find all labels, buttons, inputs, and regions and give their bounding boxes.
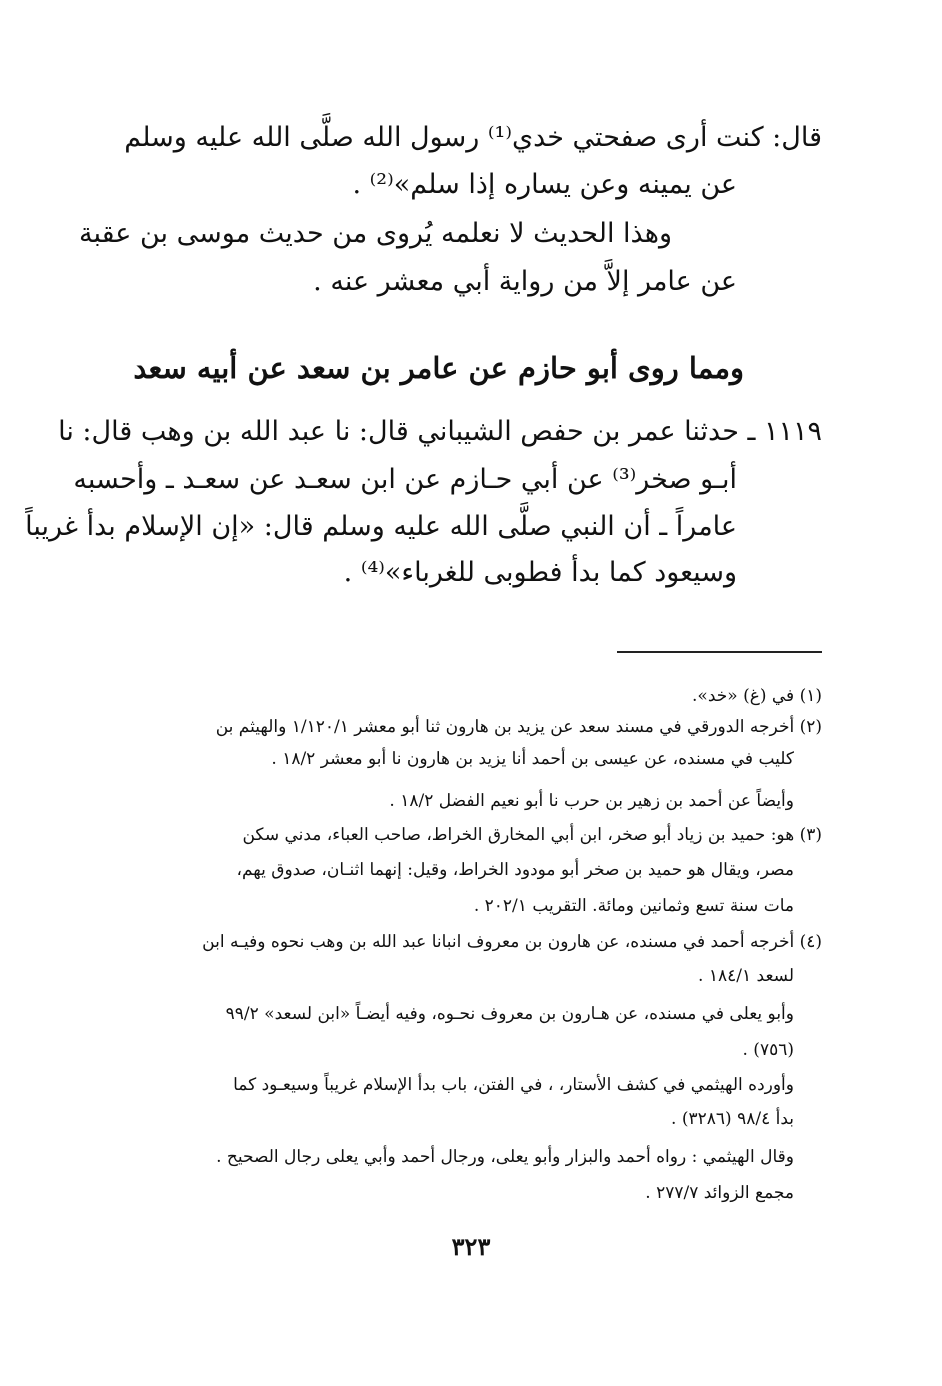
footnote-line: (٢) أخرجه الدورقي في مسند سعد عن يزيد بن هارون ثنا أبو معشر ١/١٢٠/١ والهيثم بن (215, 717, 822, 737)
footnote-line: (٤) أخرجه أحمد في مسنده، عن هارون بن معروف انبانا عبد الله بن وهب نحوه وفيـه ابن (202, 932, 822, 952)
footnote-line: وقال الهيثمي : رواه أحمد والبزار وأبو يعلى، ورجال أحمد وأبي يعلى رجال الصحيح . (216, 1147, 794, 1167)
footnote-line: مات سنة تسع وثمانين ومائة. التقريب ٢٠٢/١ . (473, 896, 794, 916)
footnote-line: وأيضاً عن أحمد بن زهير بن حرب نا أبو نعيم الفضل ١٨/٢ . (389, 791, 794, 811)
hadith-line: أبـو صخر⁽³⁾ عن أبي حـازم عن ابن سعـد عن سعـد ـ وأحسبه (73, 464, 737, 495)
main-text-line: قال: كنت أرى صفحتي خدي⁽¹⁾ رسول الله صلَّى الله عليه وسلم (124, 122, 822, 153)
footnote-line: (٣) هو: حميد بن زياد أبو صخر، ابن أبي المخارق الخراط، صاحب العباء، مدني سكن (242, 825, 822, 845)
footnote-separator (617, 651, 822, 653)
footnote-line: (١) في (غ) «خد». (692, 686, 822, 706)
footnote-line: بدأ ٩٨/٤ (٣٢٨٦) . (671, 1109, 794, 1129)
footnote-line: لسعد ١٨٤/١ . (698, 966, 794, 986)
page-number: ٣٢٣ (451, 1232, 491, 1261)
hadith-line: عامراً ـ أن النبي صلَّى الله عليه وسلم قال: «إن الإسلام بدأ غريباً (25, 511, 737, 542)
footnote-line: مجمع الزوائد ٢٧٧/٧ . (645, 1183, 794, 1203)
section-heading: ومما روى أبو حازم عن عامر بن سعد عن أبيه سعد (133, 351, 744, 385)
main-text-line: عن يمينه وعن يساره إذا سلم»⁽²⁾ . (352, 169, 737, 200)
footnote-line: (٧٥٦) . (742, 1040, 794, 1060)
footnote-line: كليب في مسنده، عن عيسى بن أحمد أنا يزيد بن هارون نا أبو معشر ١٨/٢ . (271, 749, 794, 769)
footnote-line: مصر، ويقال هو حميد بن صخر أبو مودود الخراط، وقيل: إنهما اثنـان، صدوق يهم، (236, 860, 794, 880)
main-text-line: وهذا الحديث لا نعلمه يُروى من حديث موسى بن عقبة (79, 218, 672, 249)
main-text-line: عن عامر إلاَّ من رواية أبي معشر عنه . (313, 266, 737, 297)
footnote-line: وأبو يعلى في مسنده، عن هـارون بن معروف نحـوه، وفيه أيضـاً «ابن لسعد» ٩٩/٢ (225, 1004, 794, 1024)
hadith-line: وسيعود كما بدأ فطوبى للغرباء»⁽⁴⁾ . (343, 557, 737, 588)
footnote-line: وأورده الهيثمي في كشف الأستار، ، في الفتن، باب بدأ الإسلام غريباً وسيعـود كما (233, 1075, 794, 1095)
hadith-line: ١١١٩ ـ حدثنا عمر بن حفص الشيباني قال: نا عبد الله بن وهب قال: نا (58, 416, 822, 447)
